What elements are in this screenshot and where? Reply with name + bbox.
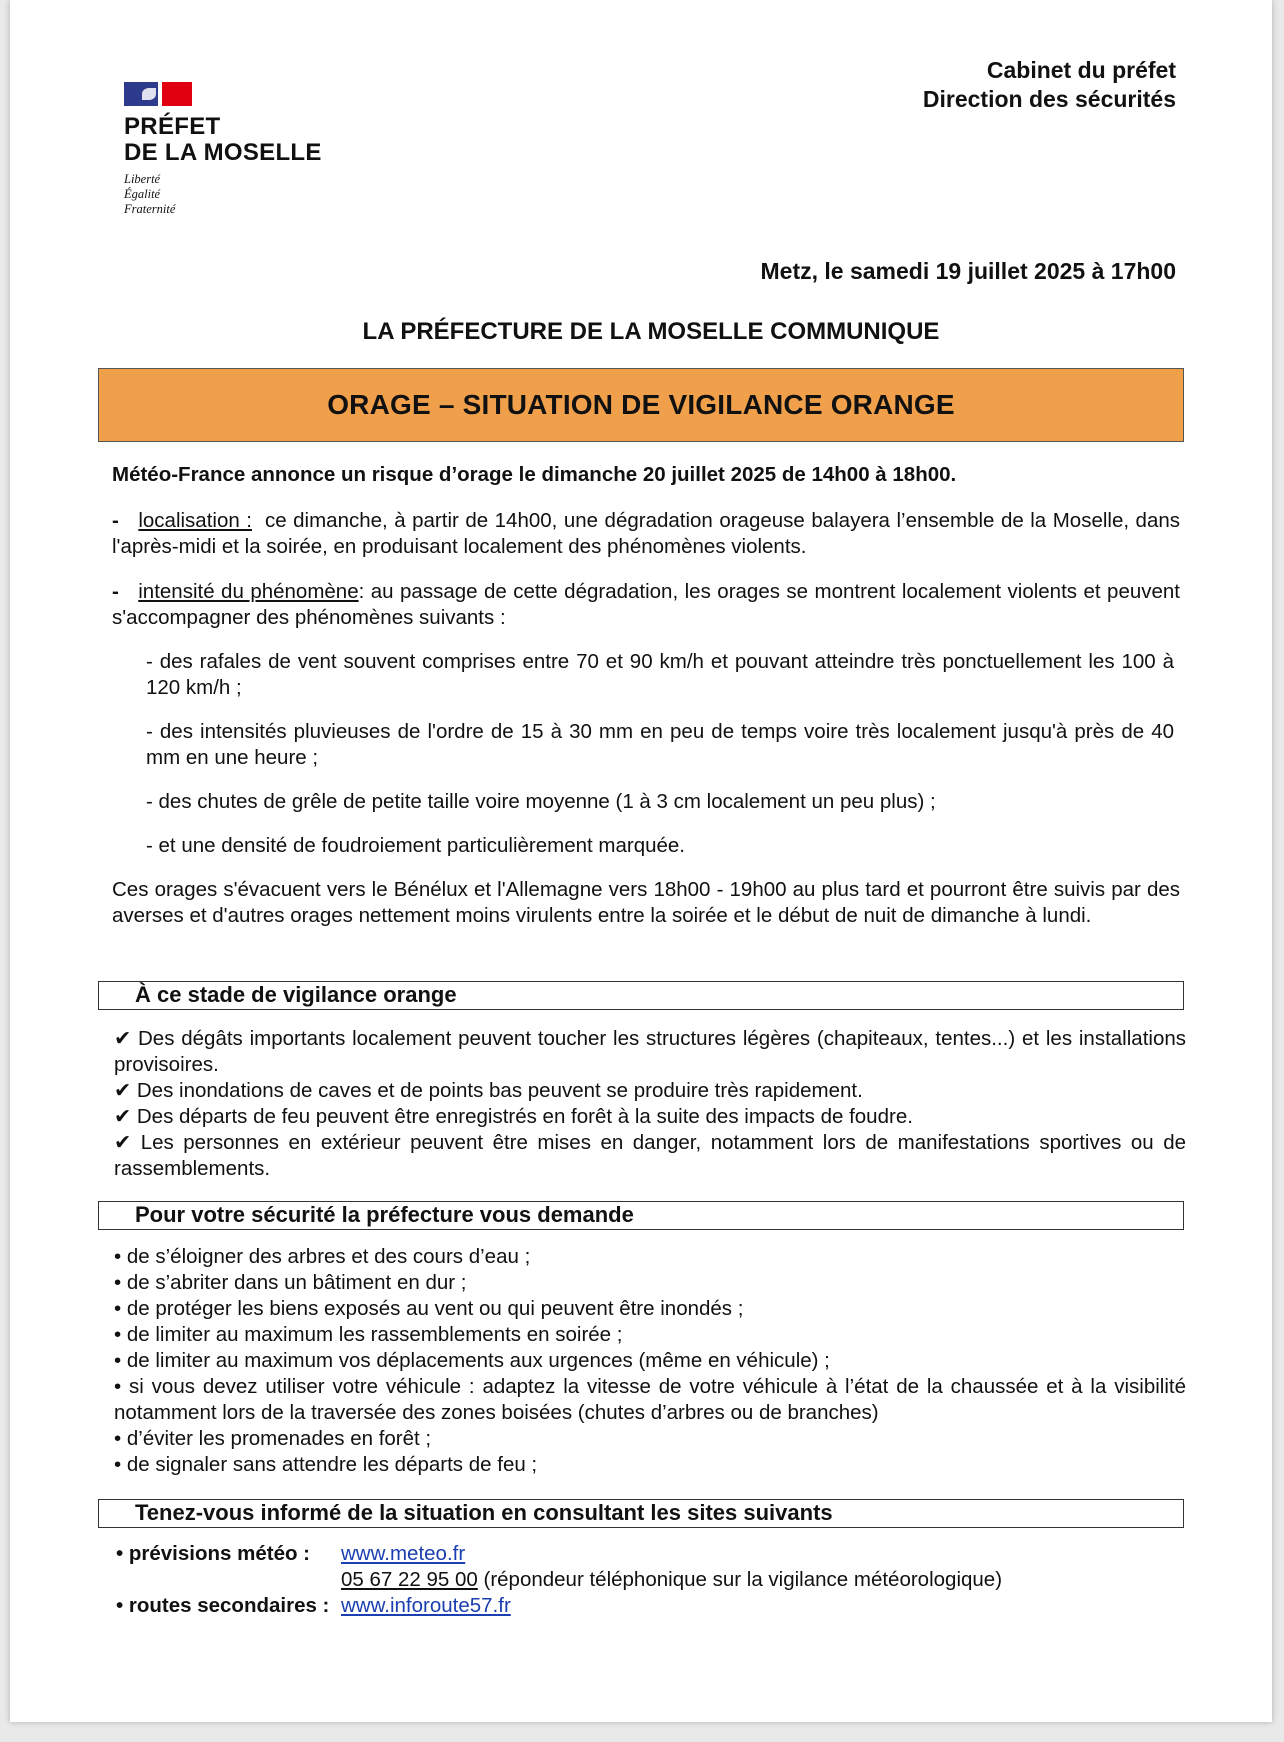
intensite-label: intensité du phénomène [138,580,359,603]
routes-label: • routes secondaires : [116,1594,330,1617]
communique-heading: LA PRÉFECTURE DE LA MOSELLE COMMUNIQUE [362,318,940,345]
vigilance-section-title: À ce stade de vigilance orange [98,981,1184,1010]
logo-title: PRÉFET DE LA MOSELLE [124,113,322,166]
intensite-paragraph: - intensité du phénomène: au passage de cette dégradation, les orages se montrent localement violents et peuvent s'accompagner des phénomènes suivants : [112,580,1180,629]
intensite-text: : au passage de cette dégradation, les orages se montrent localement violents et peuvent s'accompagner des phénomènes suivants : [112,580,1180,629]
prefet-logo [124,82,322,217]
phenomene-item: - des intensités pluvieuses de l'ordre de 15 à 30 mm en peu de temps voire très localement jusqu'à près de 40 mm en une heure ; [146,720,1174,769]
meteo-label: • prévisions météo : [116,1542,311,1565]
list-item: ✔ Des dégâts importants localement peuvent toucher les structures légères (chapiteaux, tentes...) et les installations provisoires. [114,1027,1186,1076]
list-item: • de protéger les biens exposés au vent ou qui peuvent être inondés ; [114,1297,744,1320]
phone-note: (répondeur téléphonique sur la vigilance météorologique) [483,1568,1003,1591]
localisation-paragraph: - localisation : ce dimanche, à partir de 14h00, une dégradation orageuse balayera l’ensemble de la Moselle, dans l'après-midi et la soirée, en produisant localement des phénomènes violents. [112,509,1181,558]
phenomene-item: - des rafales de vent souvent comprises entre 70 et 90 km/h et pouvant atteindre très ponctuellement les 100 à 120 km/h ; [146,650,1174,699]
vigilance-list [114,1026,1186,1182]
localisation-label: localisation : [138,509,252,532]
list-item: ✔ Des départs de feu peuvent être enregistrés en forêt à la suite des impacts de foudre. [114,1105,913,1128]
list-item: ✔ Des inondations de caves et de points bas peuvent se produire très rapidement. [114,1079,863,1102]
vigilance-banner: ORAGE – SITUATION DE VIGILANCE ORANGE [98,368,1184,442]
routes-row [116,1593,1002,1619]
info-links [116,1541,1002,1619]
list-item: • de limiter au maximum vos déplacements aux urgences (même en véhicule) ; [114,1349,830,1372]
list-item: • de signaler sans attendre les départs de feu ; [114,1453,538,1476]
list-item: ✔ Les personnes en extérieur peuvent être mises en danger, notamment lors de manifestations sportives ou de rassemblements. [114,1131,1186,1180]
list-item: • de s’éloigner des arbres et des cours d’eau ; [114,1245,531,1268]
marianne-flag-icon [124,82,192,106]
localisation-text: ce dimanche, à partir de 14h00, une dégradation orageuse balayera l’ensemble de la Moselle, dans l'après-midi et la soirée, en produisant localement des phénomènes violents. [112,509,1181,558]
info-section-title: Tenez-vous informé de la situation en consultant les sites suivants [98,1499,1184,1528]
document-page [10,0,1272,1722]
list-item: • d’éviter les promenades en forêt ; [114,1427,432,1450]
meteo-row [116,1541,1002,1567]
meteo-link[interactable]: www.meteo.fr [341,1542,466,1565]
intro-text: Météo-France annonce un risque d’orage le dimanche 20 juillet 2025 de 14h00 à 18h00. [112,463,957,486]
list-item: • de limiter au maximum les rassemblements en soirée ; [114,1323,623,1346]
securite-list [114,1244,1186,1478]
list-item: • si vous devez utiliser votre véhicule : adaptez la vitesse de votre véhicule à l’état de la chaussée et à la visibilité notamment lors de la traversée des zones boisées (chutes d’arbres ou de branches) [114,1375,1186,1424]
routes-link[interactable]: www.inforoute57.fr [341,1594,511,1617]
phenomene-item: - des chutes de grêle de petite taille voire moyenne (1 à 3 cm localement un peu plus) ; [146,790,936,813]
issuer-header: Cabinet du préfet Direction des sécurités [922,57,1176,112]
list-item: • de s’abriter dans un bâtiment en dur ; [114,1271,467,1294]
phenomene-item: - et une densité de foudroiement particulièrement marquée. [146,834,686,857]
evacuation-paragraph: Ces orages s'évacuent vers le Bénélux et l'Allemagne vers 18h00 - 19h00 au plus tard et pourront être suivis par des averses et d'autres orages nettement moins virulents entre la soirée et le début de nuit de dimanche à lundi. [112,878,1180,927]
phone-number[interactable]: 05 67 22 95 00 [341,1568,478,1591]
phone-row [116,1567,1002,1593]
document-date: Metz, le samedi 19 juillet 2025 à 17h00 [760,258,1176,284]
logo-motto: Liberté Égalité Fraternité [124,172,176,216]
securite-section-title: Pour votre sécurité la préfecture vous demande [98,1201,1184,1230]
